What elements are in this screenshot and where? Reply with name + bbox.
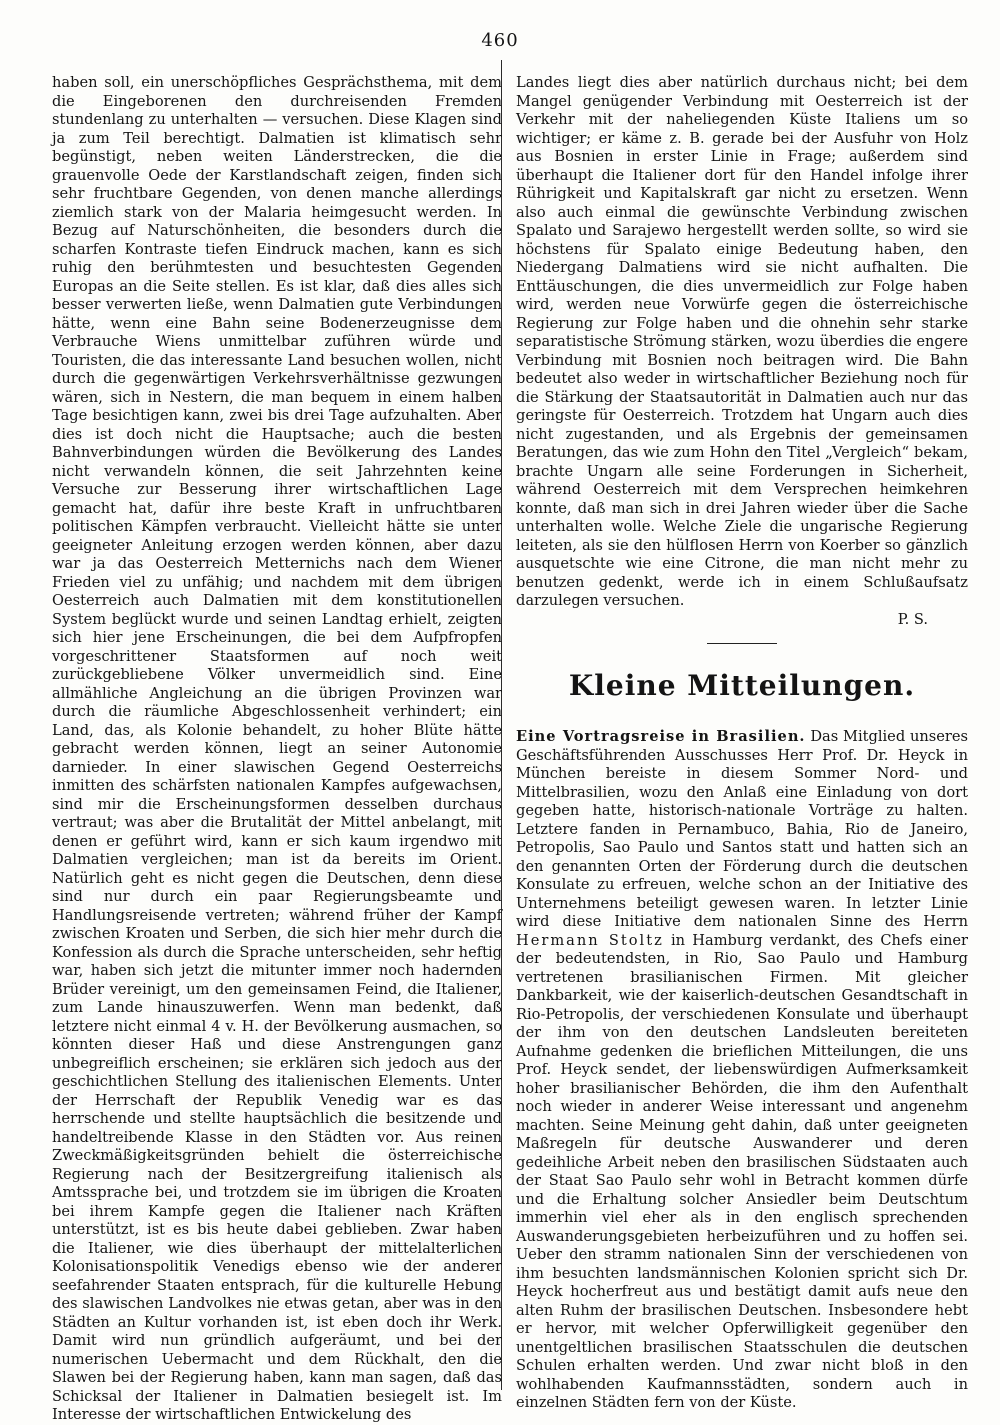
news-item-text: Das Mitglied unseres Geschäftsführenden Ausschusses Herr Prof. Dr. Heyck in München bereiste in diesem Sommer Nord- und Mittelbrasilien, wozu den Anlaß eine Einladung von dort gegeben hatte, historisch-nationale Vorträge zu halten. Letztere fanden in Pernambuco, Bahia, Rio de Janeiro, Petropolis, Sao Paulo und Santos statt und hatten sich an den genannten Orten der Förderung durch die deutschen Konsulate zu erfreuen, welche schon an der Initiative des Unternehmens beteiligt gewesen waren. In letzter Linie wird diese Initiative dem nationalen Sinne des Herrn [516,728,968,930]
article-text-right [516,74,968,629]
article-text-left: haben soll, ein unerschöpfliches Gesprächsthema, mit dem die Eingeborenen den durchreisenden Fremden stundenlang zu unterhalten — versuchen. Diese Klagen sind ja zum Teil berechtigt. Dalmatien ist klimatisch sehr begünstigt, neben weiten Länderstrecken, die die grauenvolle Oede der Karstlandschaft zeigen, finden sich sehr fruchtbare Gegenden, von denen manche allerdings ziemlich stark von der Malaria heimgesucht werden. In Bezug auf Naturschönheiten, die besonders durch die scharfen Kontraste tiefen Eindruck machen, kann es sich ruhig den berühmtesten und besuchtesten Gegenden Europas an die Seite stellen. Es ist klar, daß dies alles sich besser verwerten ließe, wenn Dalmatien gute Verbindungen hätte, wenn eine Bahn seine Bodenerzeugnisse dem Verbrauche Wiens unmittelbar zuführen würde und Touristen, die das interessante Land besuchen wollen, nicht durch die gegenwärtigen Verkehrsverhältnisse gezwungen wären, sich in Nestern, die man bequem in einem halben Tage besichtigen kann, zwei bis drei Tage aufzuhalten. Aber dies ist doch nicht die Hauptsache; auch die besten Bahnverbindungen würden die Bevölkerung des Landes nicht verwandeln können, die seit Jahrzehnten keine Versuche zur Besserung ihrer wirtschaftlichen Lage gemacht hat, dafür ihre beste Kraft in unfruchtbaren politischen Kämpfen verbraucht. Vielleicht hätte sie unter geeigneter Anleitung erzogen werden können, aber dazu war ja das Oesterreich Metternichs nach dem Wiener Frieden viel zu unfähig; und nachdem mit dem übrigen Oesterreich auch Dalmatien mit dem konstitutionellen System beglückt wurde und seinen Landtag erhielt, zeigten sich hier jene Erscheinungen, die bei dem Aufpfropfen vorgeschrittener Staatsformen auf noch weit zurückgebliebene Völker unvermeidlich sind. Eine allmähliche Angleichung an die übrigen Provinzen war durch die räumliche Abgeschlossenheit verhindert; ein Land, das, als Kolonie behandelt, zu hoher Blüte hätte gebracht werden können, liegt an seiner Autonomie darnieder. In einer slawischen Gegend Oesterreichs inmitten des schärfsten nationalen Kampfes aufgewachsen, sind mir die Erscheinungsformen desselben durchaus vertraut; was aber die Brutalität der Mittel anbelangt, mit denen er geführt wird, kann er sich kaum irgendwo mit Dalmatien vergleichen; man ist da bereits im Orient. Natürlich geht es nicht gegen die Deutschen, denn diese sind nur durch ein paar Regierungsbeamte und Handlungsreisende vertreten; während früher der Kampf zwischen Kroaten und Serben, die sich hier mehr durch die Konfession als durch die Sprache unterscheiden, sehr heftig war, haben sich jetzt die mitunter immer noch hadernden Brüder vereinigt, um den gemeinsamen Feind, die Italiener, zum Lande hinauszuwerfen. Wenn man bedenkt, daß letztere nicht einmal 4 v. H. der Bevölkerung ausmachen, so könnten dieser Haß und diese Anstrengungen ganz unbegreiflich erscheinen; sie erklären sich jedoch aus der geschichtlichen Stellung des italienischen Elements. Unter der Herrschaft der Republik Venedig war es das herrschende und stellte hauptsächlich die besitzende und handeltreibende Klasse in den Städten vor. Aus reinen Zweckmäßigkeitsgründen behielt die österreichische Regierung nach der Besitzergreifung italienisch als Amtssprache bei, und trotzdem sie im übrigen die Kroaten bei ihrem Kampfe gegen die Italiener nach Kräften unterstützt, ist es bis heute dabei geblieben. Zwar haben die Italiener, wie dies überhaupt der mittelalterlichen Kolonisationspolitik Venedigs ebenso wie der anderer seefahrender Staaten entsprach, für die kulturelle Hebung des slawischen Landvolkes nie etwas getan, aber was in den Städten an Kultur vorhanden ist, ist eben doch ihr Werk. Damit wird nun gründlich aufgeräumt, und bei der numerischen Uebermacht und dem Rückhalt, den die Slawen bei der Regierung haben, kann man sagen, daß das Schicksal der Italiener in Dalmatien besiegelt ist. Im Interesse der wirtschaftlichen Entwickelung des [52,74,502,1423]
news-item [516,728,968,1413]
news-item-title: Eine Vortragsreise in Brasilien. [516,728,806,745]
news-item-text-2: in Hamburg verdankt, des Chefs einer der bedeutendsten, in Rio, Sao Paulo und Hamburg vertretenen brasilianischen Firmen. Mit gleicher Dankbarkeit, wie der kaiserlich-deutschen Gesandtschaft in Rio-Petropolis, der verschiedenen Konsulate und überhaupt der ihm von den deutschen Landsleuten bereiteten Aufnahme gedenken die brieflichen Mitteilungen, die uns Prof. Heyck sendet, der liebenswürdigen Aufmerksamkeit hoher brasilianischer Behörden, die ihm den Aufenthalt noch wieder in anderer Weise interessant und angenehm machten. Seine Meinung geht dahin, daß unter geeigneten Maßregeln für deutsche Auswanderer und deren gedeihliche Arbeit neben den brasilischen Südstaaten auch der Staat Sao Paulo sehr wohl in Betracht kommen dürfe und die Erhaltung solcher Ansiedler beim Deutschtum immerhin viel eher als in den englisch sprechenden Auswanderungsgebieten herbeizuführen und zu hoffen sei. Ueber den stramm nationalen Sinn der verschiedenen von ihm besuchten landsmännischen Kolonien spricht sich Dr. Heyck hocherfreut aus und bestätigt damit aufs neue den alten Ruhm der brasilischen Deutschen. Insbesondere hebt er hervor, mit welcher Opferwilligkeit gegenüber den unentgeltlichen brasilischen Staatsschulen die deutschen Schulen erhalten werden. Und zwar nicht bloß in den wohlhabenden Kaufmannsstädten, sondern auch in einzelnen Städten fern von der Küste. [516,931,969,1411]
article-continuation: Landes liegt dies aber natürlich durchaus nicht; bei dem Mangel genügender Verbindung mit Oesterreich ist der Verkehr mit der naheliegenden Küste Italiens um so wichtiger; er käme z. B. gerade bei der Ausfuhr von Holz aus Bosnien in erster Linie in Frage; außerdem sind überhaupt die Italiener dort für den Handel infolge ihrer Rührigkeit und Kapitalskraft gar nicht zu ersetzen. Wenn also auch einmal die gewünschte Verbindung zwischen Spalato und Sarajewo hergestellt werden sollte, so wird sie höchstens für Spalato einige Bedeutung haben, den Niedergang Dalmatiens wird sie nicht aufhalten. Die Enttäuschungen, die dies unvermeidlich zur Folge haben wird, werden neue Vorwürfe gegen die österreichische Regierung zur Folge haben und die ohnehin sehr starke separatistische Strömung stärken, wozu überdies die engere Verbindung mit Bosnien noch beitragen wird. Die Bahn bedeutet also weder in wirtschaftlicher Beziehung noch für die Stärkung der Staatsautorität in Dalmatien auch nur das geringste für Oesterreich. Trotzdem hat Ungarn auch dies nicht zugestanden, und als Ergebnis der gemeinsamen Beratungen, das wie zum Hohn den Titel „Vergleich“ bekam, brachte Ungarn alle seine Forderungen in Sicherheit, während Oesterreich mit dem Versprechen heimkehren konnte, daß man sich in drei Jahren wieder über die Sache unterhalten wolle. Welche Ziele die ungarische Regierung leiteten, als sie den hülflosen Herrn von Koerber so gänzlich ausquetschte wie eine Citrone, die man nicht mehr zu benutzen gedenkt, werde ich in einem Schlußaufsatz darzulegen versuchen. [516,74,968,609]
right-column [516,74,968,1413]
section-rule [707,643,777,644]
page-number: 460 [481,30,519,51]
news-item-name: Hermann Stoltz [516,931,664,949]
author-signature: P. S. [897,610,928,628]
left-column [52,74,502,1425]
section-title: Kleine Mitteilungen. [568,669,916,702]
